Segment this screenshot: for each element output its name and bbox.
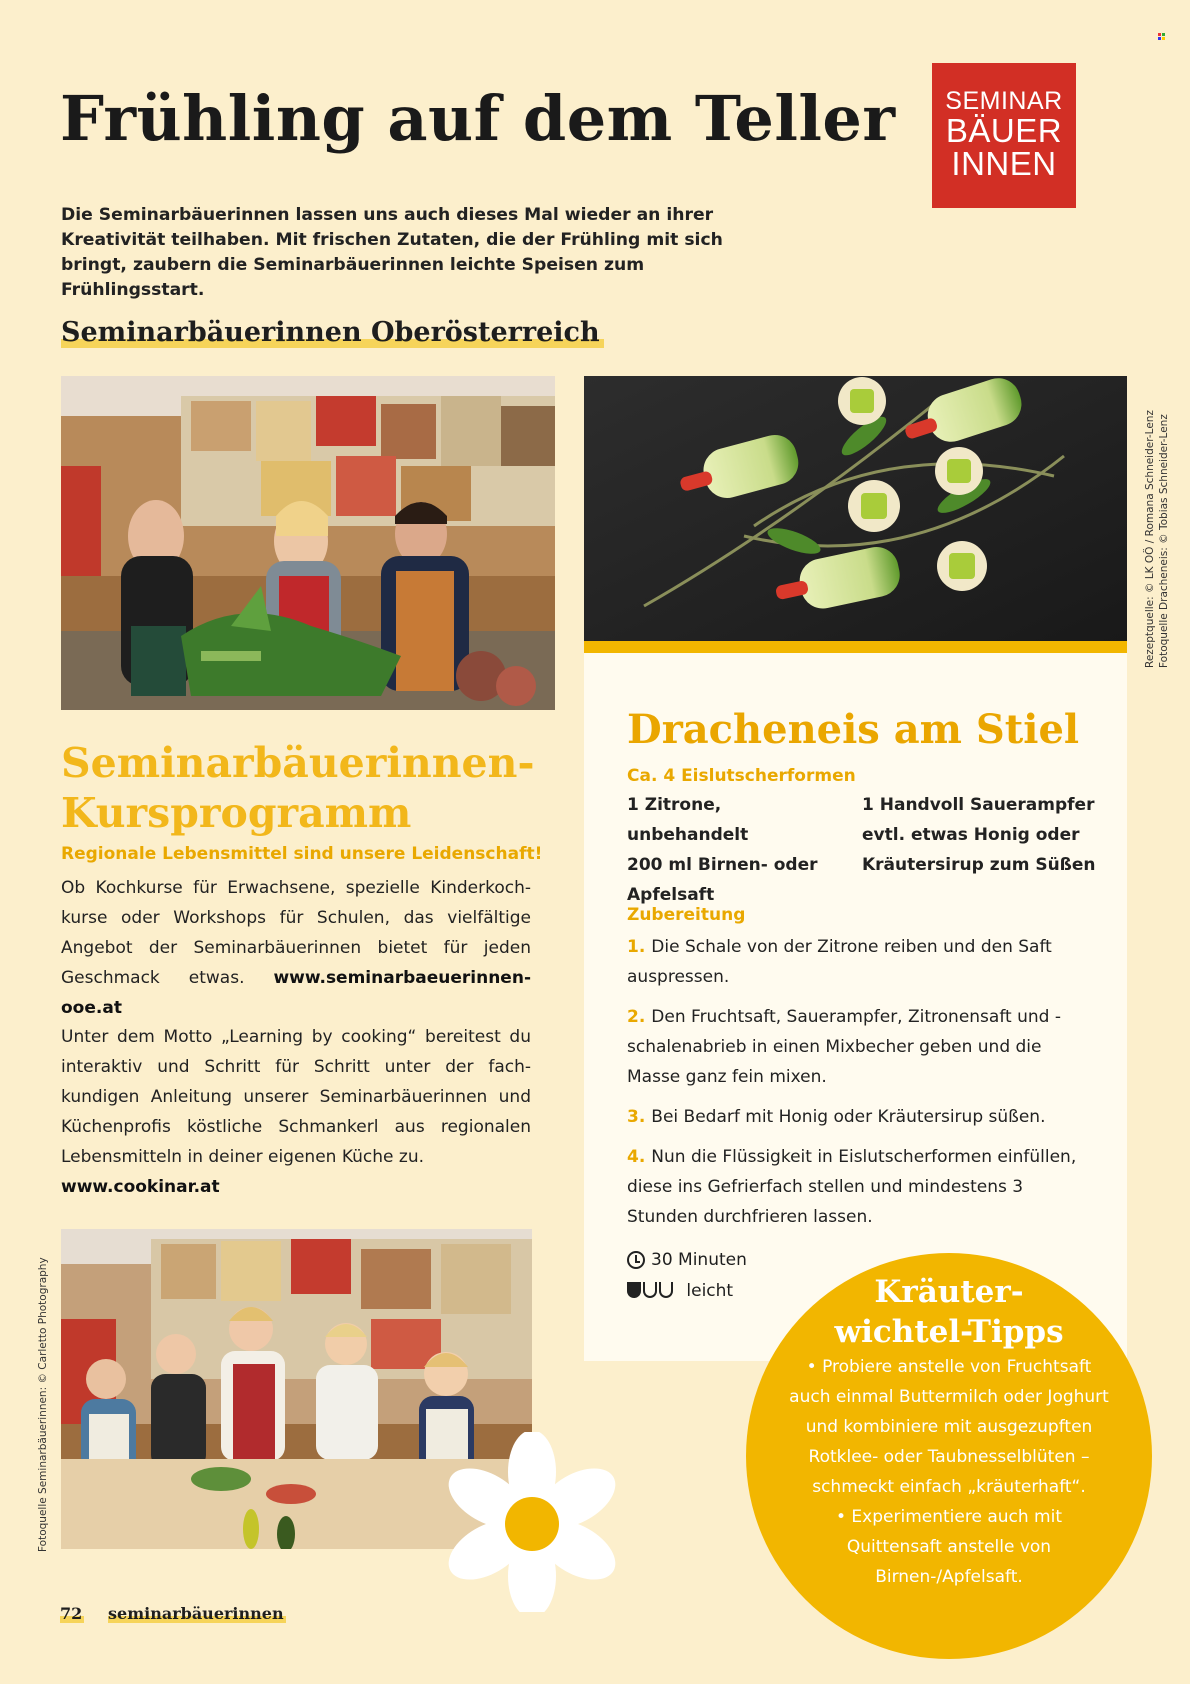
page-number: 72 xyxy=(60,1604,83,1623)
kurs-heading xyxy=(61,738,534,838)
ingredients-right xyxy=(862,790,1112,880)
step-number: 3. xyxy=(627,1107,646,1127)
dracheneis-photo xyxy=(584,376,1127,641)
kurs-subtitle: Regionale Lebensmittel sind unsere Leidenschaft! xyxy=(61,844,543,864)
step-number: 2. xyxy=(627,1007,646,1027)
corner-mark-icon xyxy=(1158,33,1165,40)
tips-title xyxy=(776,1272,1122,1352)
clock-icon xyxy=(627,1251,645,1269)
difficulty-value: leicht xyxy=(686,1281,734,1301)
step-item xyxy=(627,932,1077,992)
preparation-steps xyxy=(627,932,1077,1242)
tips-title-line-2: wichtel-Tipps xyxy=(834,1314,1064,1350)
ingredient-item: evtl. etwas Honig oder Kräutersirup zum Süßen xyxy=(862,825,1096,875)
prep-time xyxy=(627,1250,747,1270)
seminarbaeuerinnen-logo xyxy=(932,63,1076,208)
step-text: Nun die Flüssigkeit in Eislutscherformen einfüllen, diese ins Gefrierfach stellen und mindestens 3 Stunden durchfrieren lassen. xyxy=(627,1147,1077,1227)
section-heading: Seminarbäuerinnen Oberösterreich xyxy=(61,317,604,348)
tip-item: • Experimentiere auch mit Quittensaft anstelle von Birnen-/Apfelsaft. xyxy=(836,1507,1062,1587)
kurs-heading-line-1: Seminarbäuerinnen- xyxy=(61,739,535,787)
difficulty-icon-filled xyxy=(627,1282,641,1298)
step-text: Bei Bedarf mit Honig oder Kräutersirup süßen. xyxy=(651,1107,1046,1127)
seminar-photo-credit: Fotoquelle Seminarbäuerinnen: © Carletto Photography xyxy=(37,1257,49,1552)
recipe-title: Dracheneis am Stiel xyxy=(627,706,1080,753)
step-number: 4. xyxy=(627,1147,646,1167)
kurs-paragraph-1 xyxy=(61,873,531,1023)
step-text: Den Fruchtsaft, Sauerampfer, Zitronensaft und -schalenabrieb in einen Mixbecher geben und die Masse ganz fein mixen. xyxy=(627,1007,1061,1087)
step-item xyxy=(627,1142,1077,1232)
kurs-paragraph-2 xyxy=(61,1022,531,1202)
difficulty-icon-empty xyxy=(643,1282,657,1298)
magazine-name: seminarbäuerinnen xyxy=(108,1604,284,1623)
tips-list xyxy=(786,1352,1112,1592)
step-number: 1. xyxy=(627,937,646,957)
ingredients-left xyxy=(627,790,837,910)
tips-title-line-1: Kräuter- xyxy=(874,1274,1024,1310)
logo-line-2: BÄUER xyxy=(945,112,1063,149)
photo-credit: Fotoquelle Dracheneis: © Tobias Schneider-Lenz xyxy=(1158,414,1170,668)
kurs-heading-line-2: Kursprogramm xyxy=(61,789,412,837)
daisy-flower-icon xyxy=(446,1432,616,1612)
kurs-paragraph-1-text: Ob Kochkurse für Erwachsene, spezielle Kinderkochkurse oder Workshops für Schulen, das vielfältige Angebot der Seminarbäuerinnen bietet für jeden Geschmack etwas. xyxy=(61,878,531,988)
logo-line-1: SEMINAR xyxy=(945,87,1063,115)
difficulty-level xyxy=(627,1281,733,1301)
recipe-accent-bar xyxy=(584,641,1127,653)
recipe-credit: Rezeptquelle: © LK OÖ / Romana Schneider-Lenz xyxy=(1144,410,1156,668)
cookinar-link[interactable]: www.cookinar.at xyxy=(61,1177,220,1197)
prep-time-value: 30 Minuten xyxy=(651,1250,747,1270)
step-text: Die Schale von der Zitrone reiben und den Saft auspressen. xyxy=(627,937,1052,987)
kurs-paragraph-2-text: Unter dem Motto „Learning by cooking“ bereitest du interaktiv und Schritt für Schritt unter der fachkundigen Anleitung unserer Seminarbäuerinnen und Küchenprofis köstliche Schmankerl aus regionalen Lebensmitteln in deiner eigenen Küche zu. xyxy=(61,1027,531,1167)
intro-text: Die Seminarbäuerinnen lassen uns auch dieses Mal wieder an ihrer Kreativität teilhaben. Mit frischen Zutaten, die der Frühling mit sich bringt, zaubern die Seminarbäuerinnen leichte Speisen zum Frühlingsstart. xyxy=(61,205,723,300)
page-title: Frühling auf dem Teller xyxy=(60,82,896,155)
ingredient-item: 200 ml Birnen- oder Apfelsaft xyxy=(627,855,818,905)
preparation-heading: Zubereitung xyxy=(627,905,746,925)
step-item xyxy=(627,1102,1077,1132)
kitchen-photo-adults xyxy=(61,376,555,710)
ingredient-item: 1 Zitrone, unbehandelt xyxy=(627,795,749,845)
ingredient-item: 1 Handvoll Sauerampfer xyxy=(862,795,1095,815)
seminarbaeuerinnen-link[interactable]: www.seminarbaeuerinnen-ooe.at xyxy=(61,968,531,1018)
recipe-servings: Ca. 4 Eislutscherformen xyxy=(627,766,856,786)
tip-item: • Probiere anstelle von Fruchtsaft auch einmal Buttermilch oder Joghurt und kombiniere mit ausgezupften Rotklee- oder Taubnesselblüten – schmeckt einfach „kräuterhaft“. xyxy=(789,1357,1109,1497)
step-item xyxy=(627,1002,1077,1092)
difficulty-icon-empty xyxy=(659,1282,673,1298)
logo-line-3: INNEN xyxy=(951,145,1057,182)
